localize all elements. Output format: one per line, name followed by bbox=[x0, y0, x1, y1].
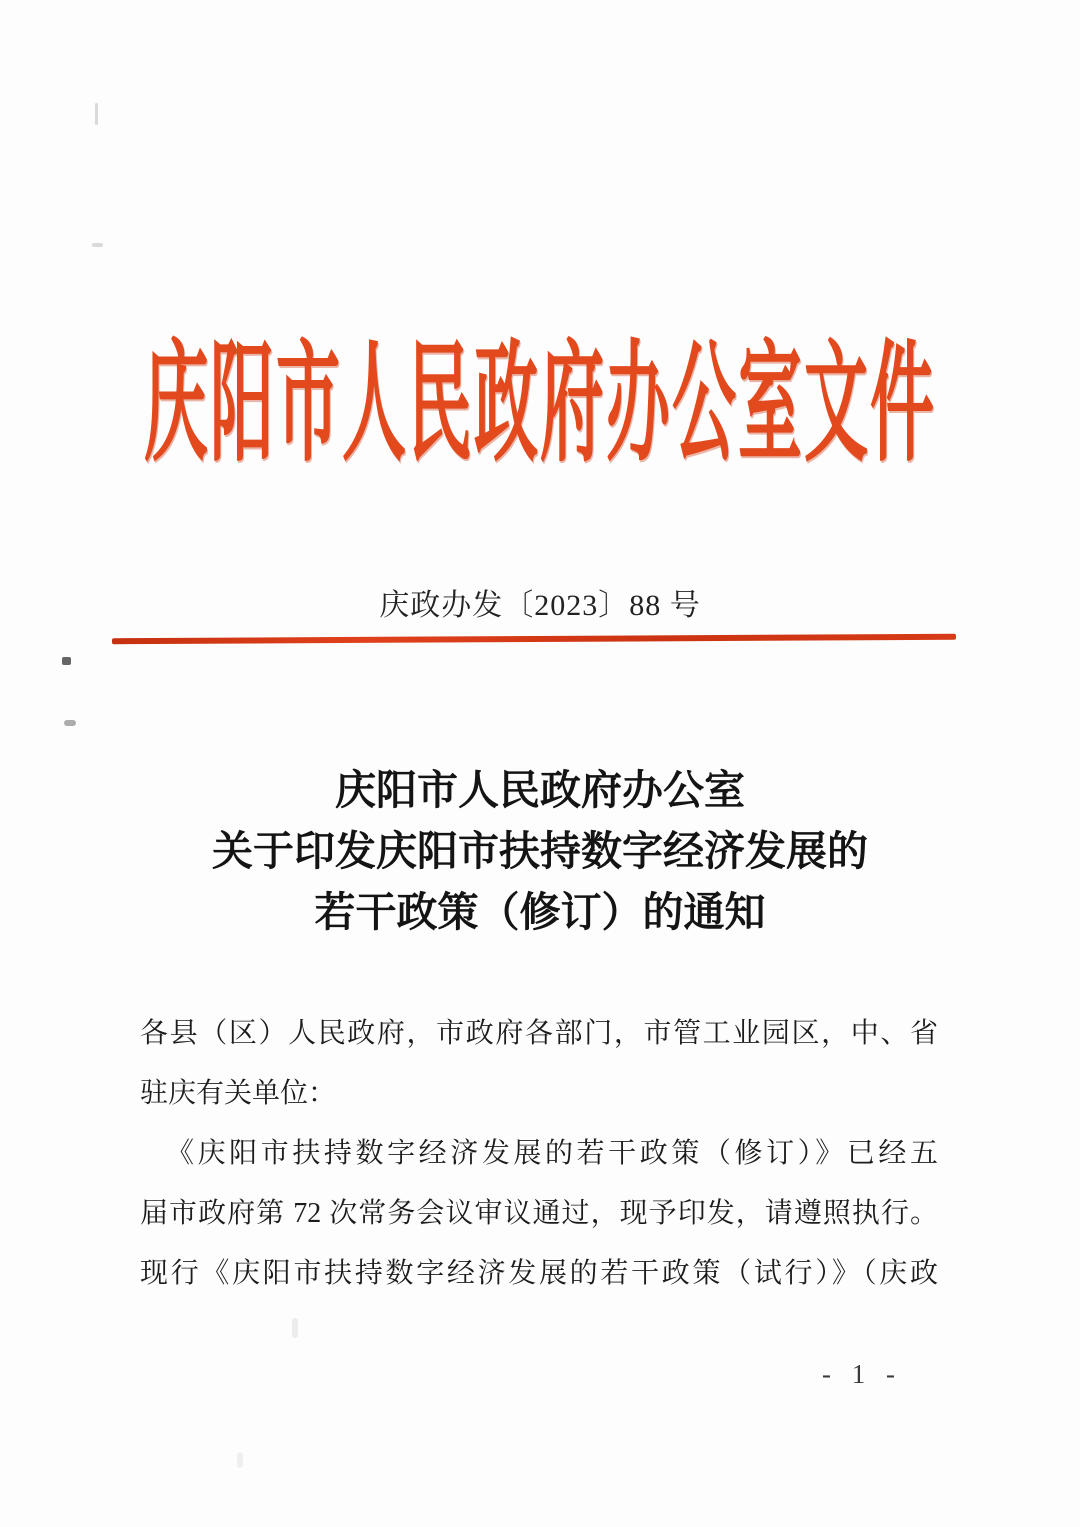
paragraph-line-2: 届市政府第 72 次常务会议审议通过，现予印发，请遵照执行。 bbox=[140, 1198, 938, 1229]
title-line-3: 若干政策（修订）的通知 bbox=[314, 889, 766, 935]
paragraph-line-3: 现行《庆阳市扶持数字经济发展的若干政策（试行）》（庆政 bbox=[140, 1258, 938, 1289]
letterhead-banner: 庆阳市人民政府办公室文件 bbox=[144, 331, 936, 478]
page-number: - 1 - bbox=[822, 1359, 902, 1389]
scan-speck bbox=[62, 657, 71, 665]
document-number: 庆政办发〔2023〕88 号 bbox=[379, 589, 701, 622]
scan-smudge bbox=[237, 1452, 243, 1468]
scan-smudge bbox=[292, 1318, 298, 1338]
document-body bbox=[140, 1004, 938, 1304]
salutation-line-2: 驻庆有关单位： bbox=[140, 1078, 337, 1109]
scan-scratch bbox=[95, 103, 98, 125]
scan-speck bbox=[64, 720, 76, 726]
document-title bbox=[0, 760, 1080, 943]
title-line-1: 庆阳市人民政府办公室 bbox=[335, 767, 745, 813]
red-divider-rule bbox=[112, 634, 956, 644]
paragraph-line-1: 《庆阳市扶持数字经济发展的若干政策（修订）》已经五 bbox=[166, 1138, 938, 1169]
scan-scratch bbox=[92, 243, 103, 247]
title-line-2: 关于印发庆阳市扶持数字经济发展的 bbox=[212, 828, 868, 874]
salutation-line-1: 各县（区）人民政府，市政府各部门，市管工业园区，中、省 bbox=[140, 1018, 938, 1049]
